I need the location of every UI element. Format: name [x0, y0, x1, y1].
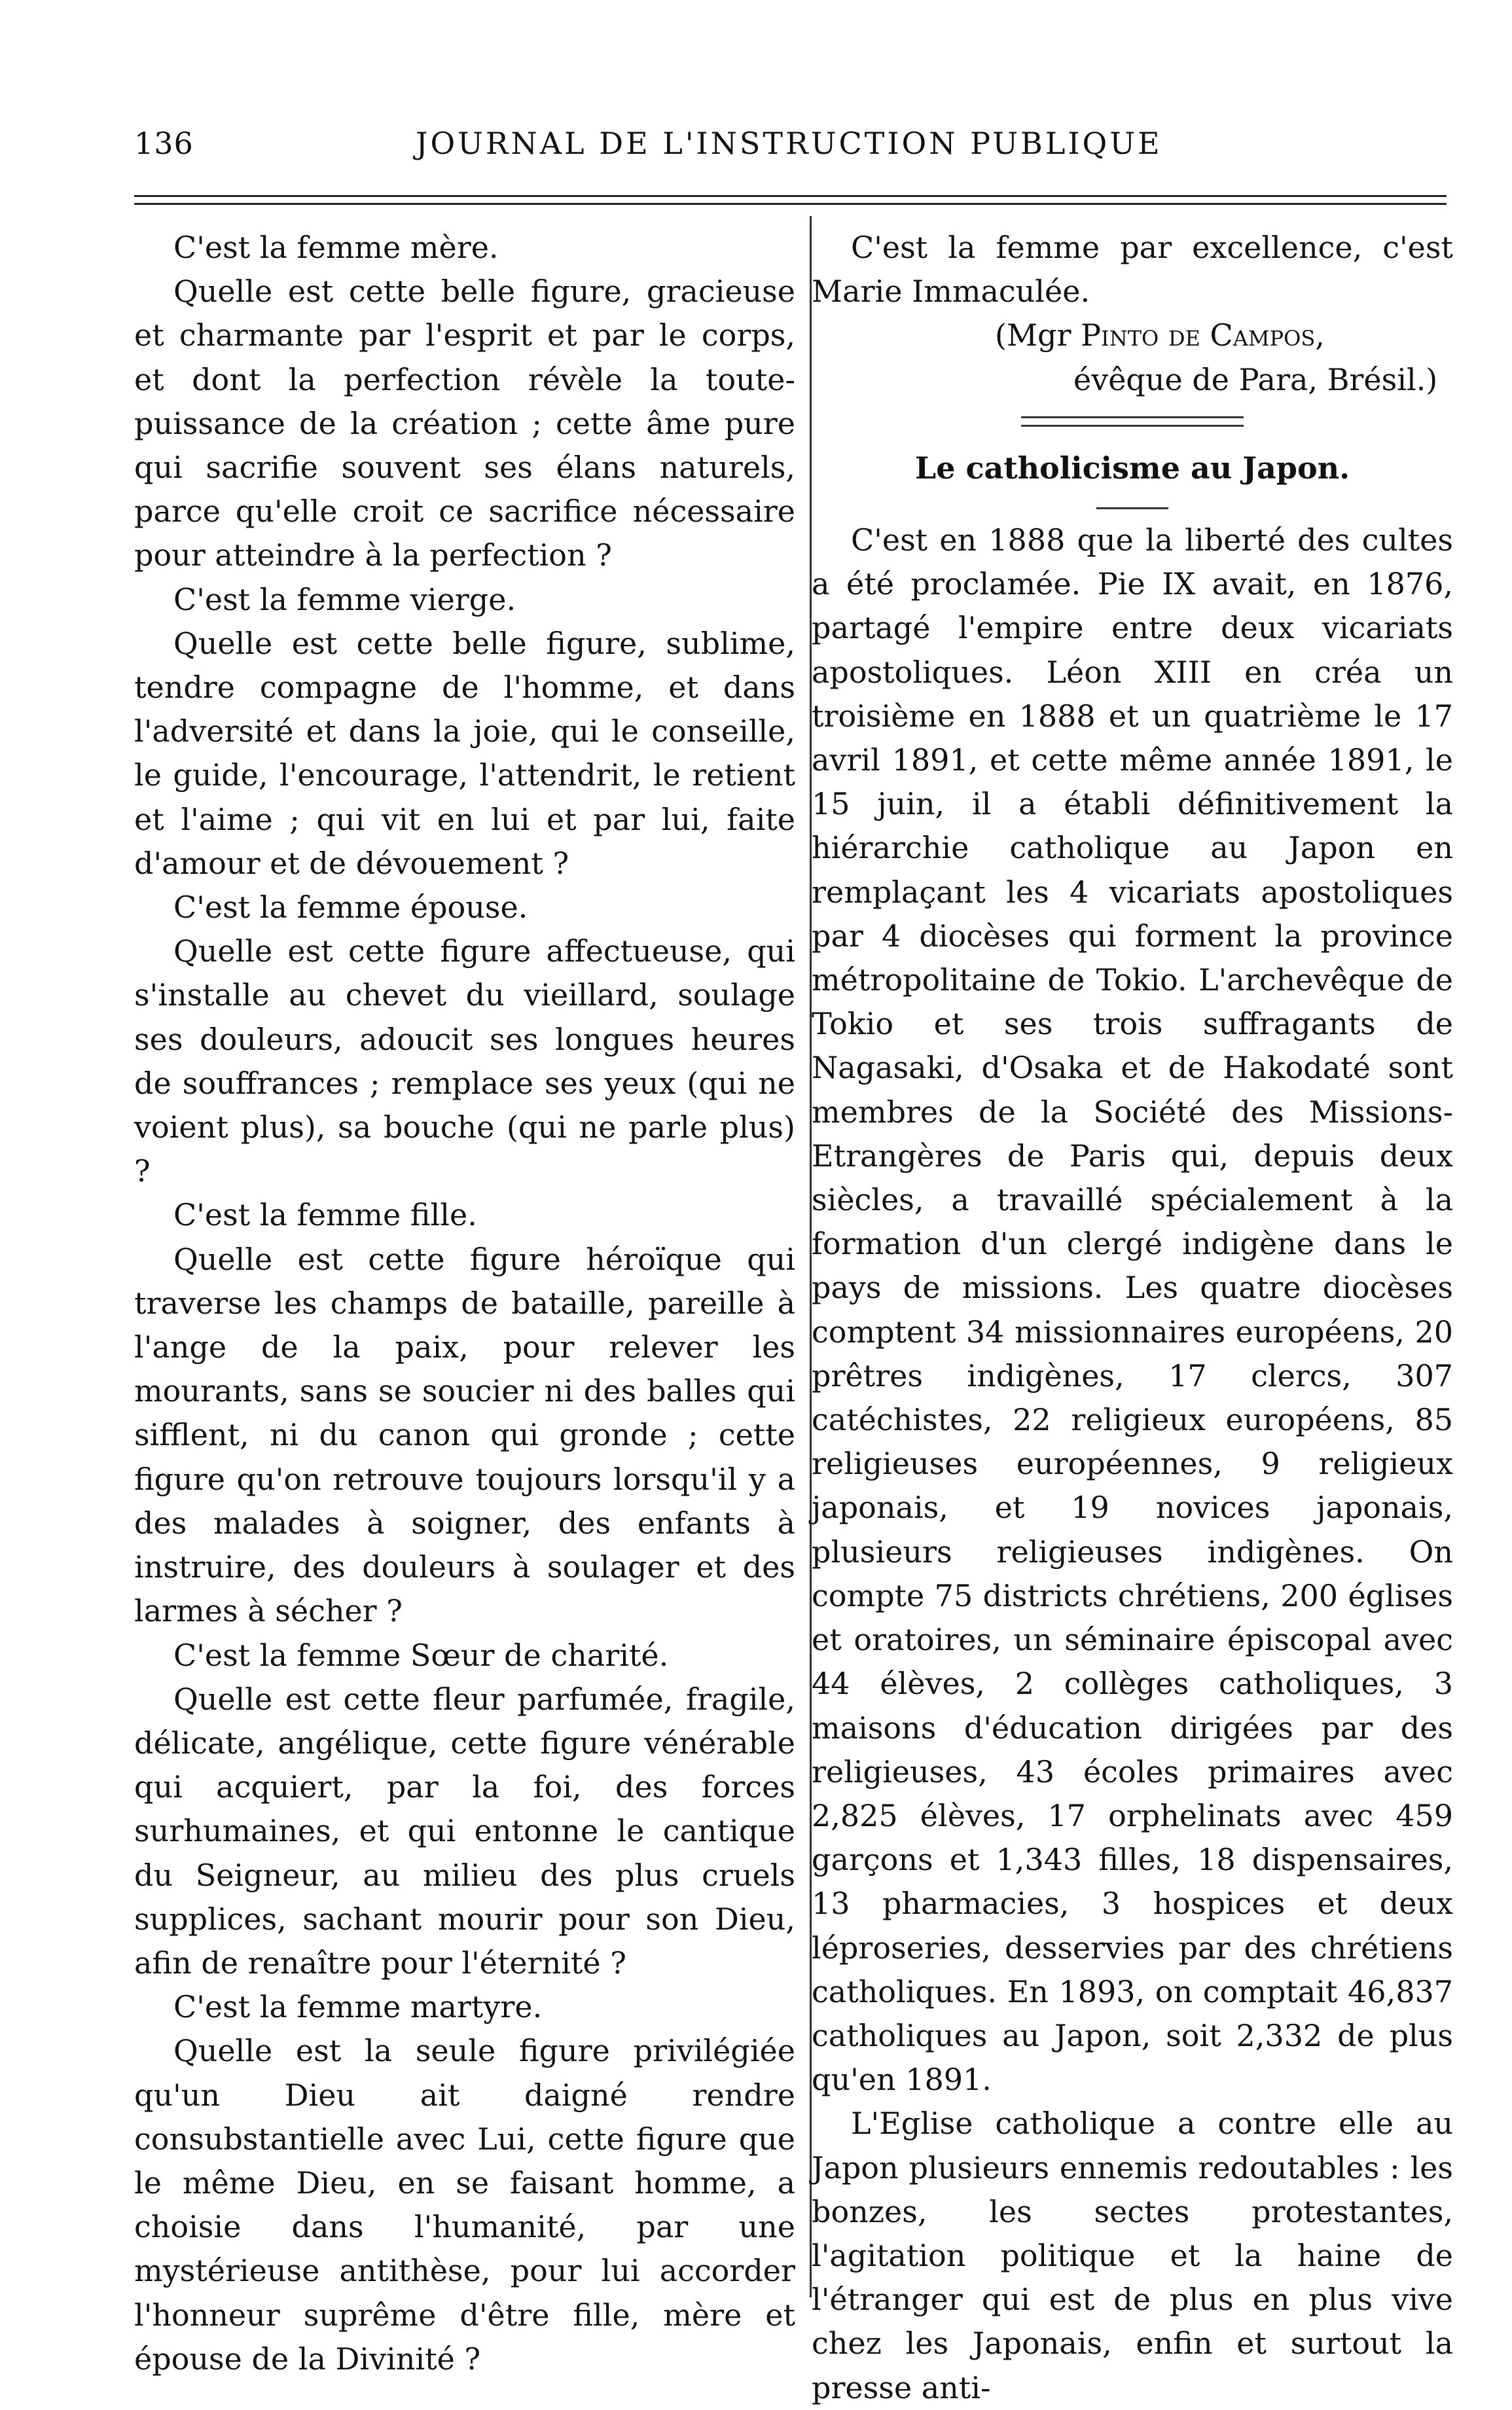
- attribution-line-1: [995, 314, 1453, 357]
- paragraph: C'est la femme vierge.: [173, 581, 516, 617]
- header-rule-bottom: [134, 203, 1447, 205]
- opening-paragraph: C'est la femme par excellence, c'est Marie Immaculée.: [812, 230, 1453, 310]
- title-rule: [1096, 507, 1168, 509]
- paragraph: C'est la femme Sœur de charité.: [173, 1637, 669, 1673]
- paragraph: C'est en 1888 que la liberté des cultes a été proclamée. Pie IX avait, en 1876, partagé l'empire entre deux vicariats apostoliques. Léon XIII en créa un troisième en 1888 et un quatrième le 17 avril 1891, et cette même année 1891, le 15 juin, il a établi définitivement la hiérarchie catholique au Japon en remplaçant les 4 vicariats apostoliques par 4 diocèses qui forment la province métropolitaine de Tokio. L'archevêque de Tokio et ses trois suffragants de Nagasaki, d'Osaka et de Hakodaté sont membres de la Société des Missions-Etrangères de Paris qui, depuis deux siècles, a travaillé spécialement à la formation d'un clergé indigène dans le pays de missions. Les quatre diocèses comptent 34 missionnaires européens, 20 prêtres indigènes, 17 clercs, 307 catéchistes, 22 religieux européens, 85 religieuses européennes, 9 religieux japonais, et 19 novices japonais, plusieurs religieuses indigènes. On compte 75 districts chrétiens, 200 églises et oratoires, un séminaire épiscopal avec 44 élèves, 2 collèges catholiques, 3 maisons d'éducation dirigées par des religieuses, 43 écoles primaires avec 2,825 élèves, 17 orphelinats avec 459 garçons et 1,343 filles, 18 dispensaires, 13 pharmacies, 3 hospices et deux léproseries, desservies par des chrétiens catholiques. En 1893, on comptait 46,837 catholiques au Japon, soit 2,332 de plus qu'en 1891.: [812, 522, 1453, 2098]
- attribution-line-2: évêque de Para, Brésil.): [1073, 361, 1438, 397]
- paragraph: C'est la femme fille.: [173, 1197, 477, 1233]
- page-header: [134, 126, 1437, 171]
- attribution: [812, 314, 1453, 401]
- paragraph: L'Eglise catholique a contre elle au Japon plusieurs ennemis redoutables : les bonzes, les sectes protestantes, l'agitation politique et la haine de l'étranger qui est de plus en plus vive chez les Japonais, enfin et surtout la presse anti-: [812, 2106, 1453, 2405]
- paragraph: C'est la femme épouse.: [173, 890, 528, 926]
- right-column: [812, 226, 1453, 2410]
- page-number: 136: [134, 126, 194, 161]
- attribution-prefix: (Mgr: [995, 317, 1081, 353]
- paragraph: Quelle est cette figure affectueuse, qui s'installe au chevet du vieillard, soulage ses douleurs, adoucit ses longues heures de souffrances ; remplace ses yeux (qui ne voient plus), sa bouche (qui ne parle plus) ?: [134, 933, 795, 1189]
- header-rule-top: [134, 195, 1447, 197]
- paragraph: C'est la femme mère.: [173, 230, 499, 265]
- paragraph: Quelle est cette figure héroïque qui traverse les champs de bataille, pareille à l'ange de la paix, pour relever les mourants, sans se soucier ni des balles qui sifflent, ni du canon qui gronde ; cette figure qu'on retrouve toujours lorsqu'il y a des malades à soigner, des enfants à instruire, des douleurs à soulager et des larmes à sécher ?: [134, 1241, 795, 1629]
- paragraph: Quelle est cette belle figure, gracieuse et charmante par l'esprit et par le corps, et dont la perfection révèle la toute-puissance de la création ; cette âme pure qui sacrifie souvent ses élans naturels, parce qu'elle croit ce sacrifice nécessaire pour atteindre à la perfection ?: [134, 274, 795, 573]
- paragraph: C'est la femme martyre.: [173, 1989, 543, 2025]
- attribution-name: Pinto de Campos,: [1081, 317, 1325, 353]
- section-separator: [1021, 416, 1244, 427]
- running-title: JOURNAL DE L'INSTRUCTION PUBLIQUE: [416, 126, 1162, 161]
- left-column: [134, 226, 795, 2381]
- paragraph: Quelle est cette fleur parfumée, fragile, délicate, angélique, cette figure vénérable qui acquiert, par la foi, des forces surhumaines, et qui entonne le cantique du Seigneur, au milieu des plus cruels supplices, sachant mourir pour son Dieu, afin de renaître pour l'éternité ?: [134, 1681, 795, 1981]
- section-title: Le catholicisme au Japon.: [914, 450, 1350, 486]
- paragraph: Quelle est cette belle figure, sublime, tendre compagne de l'homme, et dans l'adversité et dans la joie, qui le conseille, le guide, l'encourage, l'attendrit, le retient et l'aime ; qui vit en lui et par lui, faite d'amour et de dévouement ?: [134, 625, 795, 881]
- paragraph: Quelle est la seule figure privilégiée qu'un Dieu ait daigné rendre consubstantielle avec Lui, cette figure que le même Dieu, en se faisant homme, a choisie dans l'humanité, par une mystérieuse antithèse, pour lui accorder l'honneur suprême d'être fille, mère et épouse de la Divinité ?: [134, 2033, 795, 2377]
